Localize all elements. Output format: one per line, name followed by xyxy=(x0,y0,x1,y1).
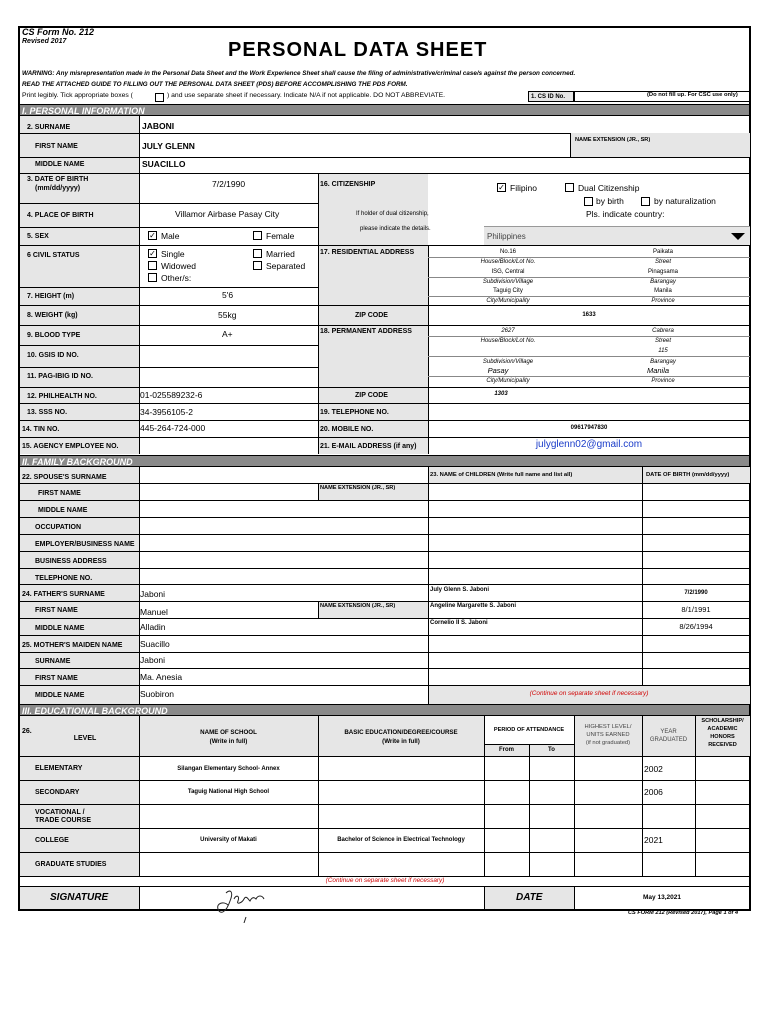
course-header-sub: (Write in full) xyxy=(382,738,420,745)
father-middle-label: MIDDLE NAME xyxy=(35,625,85,632)
pob-label: 4. PLACE OF BIRTH xyxy=(27,212,94,219)
res-subdivision-caption: Subdivision/Village xyxy=(482,279,534,285)
separated-label: Separated xyxy=(266,261,306,271)
email-label: 21. E-MAIL ADDRESS (if any) xyxy=(320,443,417,450)
child-3-dob[interactable]: 8/26/1994 xyxy=(679,622,713,631)
middle-name-label: MIDDLE NAME xyxy=(35,161,85,168)
honors-header-1: SCHOLARSHIP/ xyxy=(701,718,744,724)
perm-house-caption: House/Block/Lot No. xyxy=(480,338,536,344)
name-extension-label: NAME EXTENSION (JR., SR) xyxy=(575,137,651,143)
edu-course-college[interactable]: Bachelor of Science in Electrical Technology xyxy=(337,837,465,843)
res-city-caption: City/Municipality xyxy=(486,298,530,304)
dob-format-label: (mm/dd/yyyy) xyxy=(35,185,81,192)
mother-first-label: FIRST NAME xyxy=(35,675,78,682)
cs-id-note: (Do not fill up. For CSC use only) xyxy=(647,92,738,98)
date-value[interactable]: May 13,2021 xyxy=(643,894,681,901)
res-barangay-caption: Barangay xyxy=(650,279,676,285)
other-label: Other/s: xyxy=(161,273,192,283)
height-value[interactable]: 5'6 xyxy=(222,290,234,300)
edu-school-elementary[interactable]: Silangan Elementary School- Annex xyxy=(177,766,280,772)
tin-value[interactable]: 445-264-724-000 xyxy=(140,423,206,433)
child-2-dob[interactable]: 8/1/1991 xyxy=(681,605,711,614)
warning-text: WARNING: Any misrepresentation made in the Personal Data Sheet and the Work Experience Sheet shall cause the filing of administrative/criminal case/s against the person concerned. xyxy=(22,70,576,77)
father-first-label: FIRST NAME xyxy=(35,607,78,614)
res-city-value[interactable]: Taguig City xyxy=(493,288,523,294)
section-personal-title: I. PERSONAL INFORMATION xyxy=(22,106,145,116)
father-middle-value[interactable]: Alladin xyxy=(140,622,166,632)
sex-label: 5. SEX xyxy=(27,233,49,240)
weight-value[interactable]: 55kg xyxy=(218,310,237,320)
section-education-title: III. EDUCATIONAL BACKGROUND xyxy=(22,706,168,716)
children-dob-header: DATE OF BIRTH (mm/dd/yyyy) xyxy=(646,472,730,478)
father-surname-value[interactable]: Jaboni xyxy=(140,589,166,599)
other-checkbox[interactable] xyxy=(148,273,157,282)
by-naturalization-checkbox[interactable] xyxy=(641,197,650,206)
res-zip-value[interactable]: 1633 xyxy=(582,312,596,318)
form-footer: CS FORM 212 (Revised 2017), Page 1 of 4 xyxy=(628,910,739,916)
res-province-caption: Province xyxy=(651,298,675,304)
email-value[interactable]: julyglenn02@gmail.com xyxy=(535,439,643,450)
edu-level-elementary: ELEMENTARY xyxy=(35,765,83,772)
indicate-country-label: Pls. indicate country: xyxy=(586,209,665,219)
res-province-value[interactable]: Manila xyxy=(654,288,672,294)
edu-year-secondary[interactable]: 2006 xyxy=(644,787,663,797)
to-header: To xyxy=(548,747,555,753)
perm-house-value[interactable]: 2627 xyxy=(501,328,515,334)
residential-address-label: 17. RESIDENTIAL ADDRESS xyxy=(320,249,415,256)
father-first-value[interactable]: Manuel xyxy=(140,607,168,617)
children-header-label: 23. NAME of CHILDREN (Write full name and list all) xyxy=(430,472,573,478)
section-family-title: II. FAMILY BACKGROUND xyxy=(22,457,133,467)
sss-label: 13. SSS NO. xyxy=(27,409,68,416)
surname-label: 2. SURNAME xyxy=(27,124,71,131)
spouse-middle-label: MIDDLE NAME xyxy=(38,507,88,514)
mother-first-value[interactable]: Ma. Anesia xyxy=(140,672,183,682)
weight-label: 8. WEIGHT (kg) xyxy=(27,312,78,319)
res-zip-label: ZIP CODE xyxy=(355,312,388,319)
female-checkbox[interactable] xyxy=(253,231,262,240)
year-header-1: YEAR xyxy=(660,729,677,735)
children-continue-note: (Continue on separate sheet if necessary) xyxy=(529,690,649,697)
education-item-number: 26. xyxy=(22,728,32,735)
units-header-3: (if not graduated) xyxy=(585,740,631,746)
employer-label: EMPLOYER/BUSINESS NAME xyxy=(35,541,135,548)
philhealth-value[interactable]: 01-025589232-6 xyxy=(140,390,203,400)
child-1-name[interactable]: July Glenn S. Jaboni xyxy=(430,587,490,593)
male-checkbox[interactable]: ✓ xyxy=(149,231,156,240)
mother-surname-value[interactable]: Jaboni xyxy=(140,655,166,665)
country-value: Philippines xyxy=(487,232,526,241)
pob-value[interactable]: Villamor Airbase Pasay City xyxy=(175,209,280,219)
res-house-caption: House/Block/Lot No. xyxy=(480,259,536,265)
by-birth-checkbox[interactable] xyxy=(584,197,593,206)
school-header: NAME OF SCHOOL xyxy=(200,729,257,736)
spouse-first-label: FIRST NAME xyxy=(38,490,81,497)
pagibig-label: 11. PAG-IBIG ID NO. xyxy=(27,373,93,380)
civil-status-label: 6 CIVIL STATUS xyxy=(27,252,80,259)
citizenship-note-2: please indicate the details. xyxy=(360,226,431,232)
from-header: From xyxy=(499,747,514,753)
education-continue-note: (Continue on separate sheet if necessary) xyxy=(325,877,445,884)
child-3-name[interactable]: Cornelio II S. Jaboni xyxy=(430,620,488,626)
mobile-label: 20. MOBILE NO. xyxy=(320,426,374,433)
filipino-label: Filipino xyxy=(510,183,537,193)
mother-surname-label: SURNAME xyxy=(35,658,71,665)
res-house-value[interactable]: No.16 xyxy=(499,249,516,255)
perm-zip-value[interactable]: 1303 xyxy=(494,391,508,397)
mother-middle-label: MIDDLE NAME xyxy=(35,692,85,699)
widowed-label: Widowed xyxy=(161,261,196,271)
married-label: Married xyxy=(266,249,295,259)
middle-name-value[interactable]: SUACILLO xyxy=(142,159,186,169)
separated-checkbox[interactable] xyxy=(253,261,262,270)
honors-header-3: HONORS xyxy=(710,734,735,740)
form-revision: Revised 2017 xyxy=(22,38,67,45)
perm-city-caption: City/Municipality xyxy=(486,378,530,384)
page-title: PERSONAL DATA SHEET xyxy=(228,39,488,61)
permanent-address-label: 18. PERMANENT ADDRESS xyxy=(320,328,412,335)
spouse-surname-label: 22. SPOUSE'S SURNAME xyxy=(22,474,107,481)
date-label: DATE xyxy=(516,892,543,903)
honors-header-2: ACADEMIC xyxy=(707,726,738,732)
res-street-caption: Street xyxy=(654,259,671,265)
first-name-value[interactable]: JULY GLENN xyxy=(142,141,195,151)
edu-school-secondary[interactable]: Taguig National High School xyxy=(187,789,270,795)
by-naturalization-label: by naturalization xyxy=(654,196,716,206)
units-header-2: UNITS EARNED xyxy=(586,732,630,738)
units-header-1: HIGHEST LEVEL/ xyxy=(584,724,632,730)
edu-level-secondary: SECONDARY xyxy=(35,789,80,796)
philhealth-label: 12. PHILHEALTH NO. xyxy=(27,393,97,400)
res-subdivision-value[interactable]: ISG, Central xyxy=(491,269,525,275)
dual-citizenship-label: Dual Citizenship xyxy=(578,183,640,193)
child-1-dob[interactable]: 7/2/1990 xyxy=(684,590,708,596)
guide-text: READ THE ATTACHED GUIDE TO FILLING OUT THE PERSONAL DATA SHEET (PDS) BEFORE ACCOMPLISHING THE PDS FORM. xyxy=(22,81,408,88)
section-family-background xyxy=(20,455,749,467)
year-header-2: GRADUATED xyxy=(649,737,688,743)
blood-type-value[interactable]: A+ xyxy=(222,329,233,339)
first-name-label: FIRST NAME xyxy=(35,143,78,150)
mother-maiden-label: 25. MOTHER'S MAIDEN NAME xyxy=(22,642,123,649)
father-surname-label: 24. FATHER'S SURNAME xyxy=(22,591,105,598)
tin-label: 14. TIN NO. xyxy=(22,426,60,433)
edu-level-graduate: GRADUATE STUDIES xyxy=(35,861,107,868)
perm-province-value[interactable]: Manila xyxy=(646,366,670,375)
single-checkbox[interactable]: ✓ xyxy=(149,249,156,258)
gsis-label: 10. GSIS ID NO. xyxy=(27,352,79,359)
married-checkbox[interactable] xyxy=(253,249,262,258)
education-level-column xyxy=(20,756,139,876)
perm-zip-label: ZIP CODE xyxy=(355,392,388,399)
female-label: Female xyxy=(266,231,295,241)
spouse-telephone-label: TELEPHONE NO. xyxy=(35,575,93,582)
res-street-value[interactable]: Paikata xyxy=(652,249,673,255)
cs-id-label: 1. CS ID No. xyxy=(531,94,566,100)
perm-subdivision-caption: Subdivision/Village xyxy=(482,359,534,365)
signature-label: SIGNATURE xyxy=(50,892,109,903)
mother-middle-value[interactable]: Suobiron xyxy=(140,689,175,699)
perm-barangay-caption: Barangay xyxy=(650,359,676,365)
father-ext-label: NAME EXTENSION (JR., SR) xyxy=(320,603,396,609)
school-header-sub: (Write in full) xyxy=(209,738,248,745)
single-label: Single xyxy=(161,249,185,259)
edu-level-vocational-sub: TRADE COURSE xyxy=(35,817,92,824)
dual-citizenship-checkbox[interactable] xyxy=(565,183,574,192)
male-label: Male xyxy=(161,231,180,241)
perm-street-value[interactable]: Cabrera xyxy=(652,328,674,334)
citizenship-label: 16. CITIZENSHIP xyxy=(320,181,376,188)
widowed-checkbox[interactable] xyxy=(148,261,157,270)
telephone-label: 19. TELEPHONE NO. xyxy=(320,409,389,416)
res-barangay-value[interactable]: Pinagsama xyxy=(647,269,679,275)
chevron-down-icon[interactable] xyxy=(731,233,745,240)
honors-header-4: RECEIVED xyxy=(708,742,737,748)
instructions-a: Print legibly. Tick appropriate boxes ( xyxy=(22,92,133,99)
sample-checkbox xyxy=(155,93,164,102)
level-header: LEVEL xyxy=(73,735,97,742)
period-header: PERIOD OF ATTENDANCE xyxy=(493,727,565,733)
citizenship-note-1: If holder of dual citizenship, xyxy=(356,211,429,217)
filipino-checkbox[interactable]: ✓ xyxy=(498,183,505,192)
edu-level-vocational: VOCATIONAL / xyxy=(35,809,85,816)
instructions-b: ) and use separate sheet if necessary. Indicate N/A if not applicable. DO NOT ABBREVIATE. xyxy=(167,92,446,99)
perm-barangay-value[interactable]: 115 xyxy=(658,348,668,354)
mobile-value[interactable]: 09617947830 xyxy=(570,425,608,431)
sss-value[interactable]: 34-3956105-2 xyxy=(140,407,193,417)
blood-type-label: 9. BLOOD TYPE xyxy=(27,332,81,339)
business-address-label: BUSINESS ADDRESS xyxy=(35,558,107,565)
perm-city-value[interactable]: Pasay xyxy=(487,366,509,375)
perm-street-caption: Street xyxy=(654,338,671,344)
dob-label: 3. DATE OF BIRTH xyxy=(27,176,89,183)
surname-value[interactable]: JABONI xyxy=(142,121,175,131)
dob-value[interactable]: 7/2/1990 xyxy=(212,179,246,189)
section-personal-info xyxy=(20,104,749,116)
perm-province-caption: Province xyxy=(651,378,675,384)
signature-drawing xyxy=(212,887,282,923)
edu-school-college[interactable]: University of Makati xyxy=(200,837,257,843)
edu-level-college: COLLEGE xyxy=(35,837,69,844)
occupation-label: OCCUPATION xyxy=(35,524,82,531)
edu-year-college[interactable]: 2021 xyxy=(644,835,663,845)
course-header: BASIC EDUCATION/DEGREE/COURSE xyxy=(344,729,458,736)
form-number: CS Form No. 212 xyxy=(22,27,95,37)
mother-maiden-value[interactable]: Suacillo xyxy=(140,639,170,649)
section-educational-background xyxy=(20,704,749,716)
agency-no-label: 15. AGENCY EMPLOYEE NO. xyxy=(22,443,119,450)
by-birth-label: by birth xyxy=(596,196,624,206)
edu-year-elementary[interactable]: 2002 xyxy=(644,764,663,774)
spouse-ext-label: NAME EXTENSION (JR., SR) xyxy=(320,485,396,491)
height-label: 7. HEIGHT (m) xyxy=(27,293,75,300)
child-2-name[interactable]: Angeline Margarette S. Jaboni xyxy=(430,603,517,609)
